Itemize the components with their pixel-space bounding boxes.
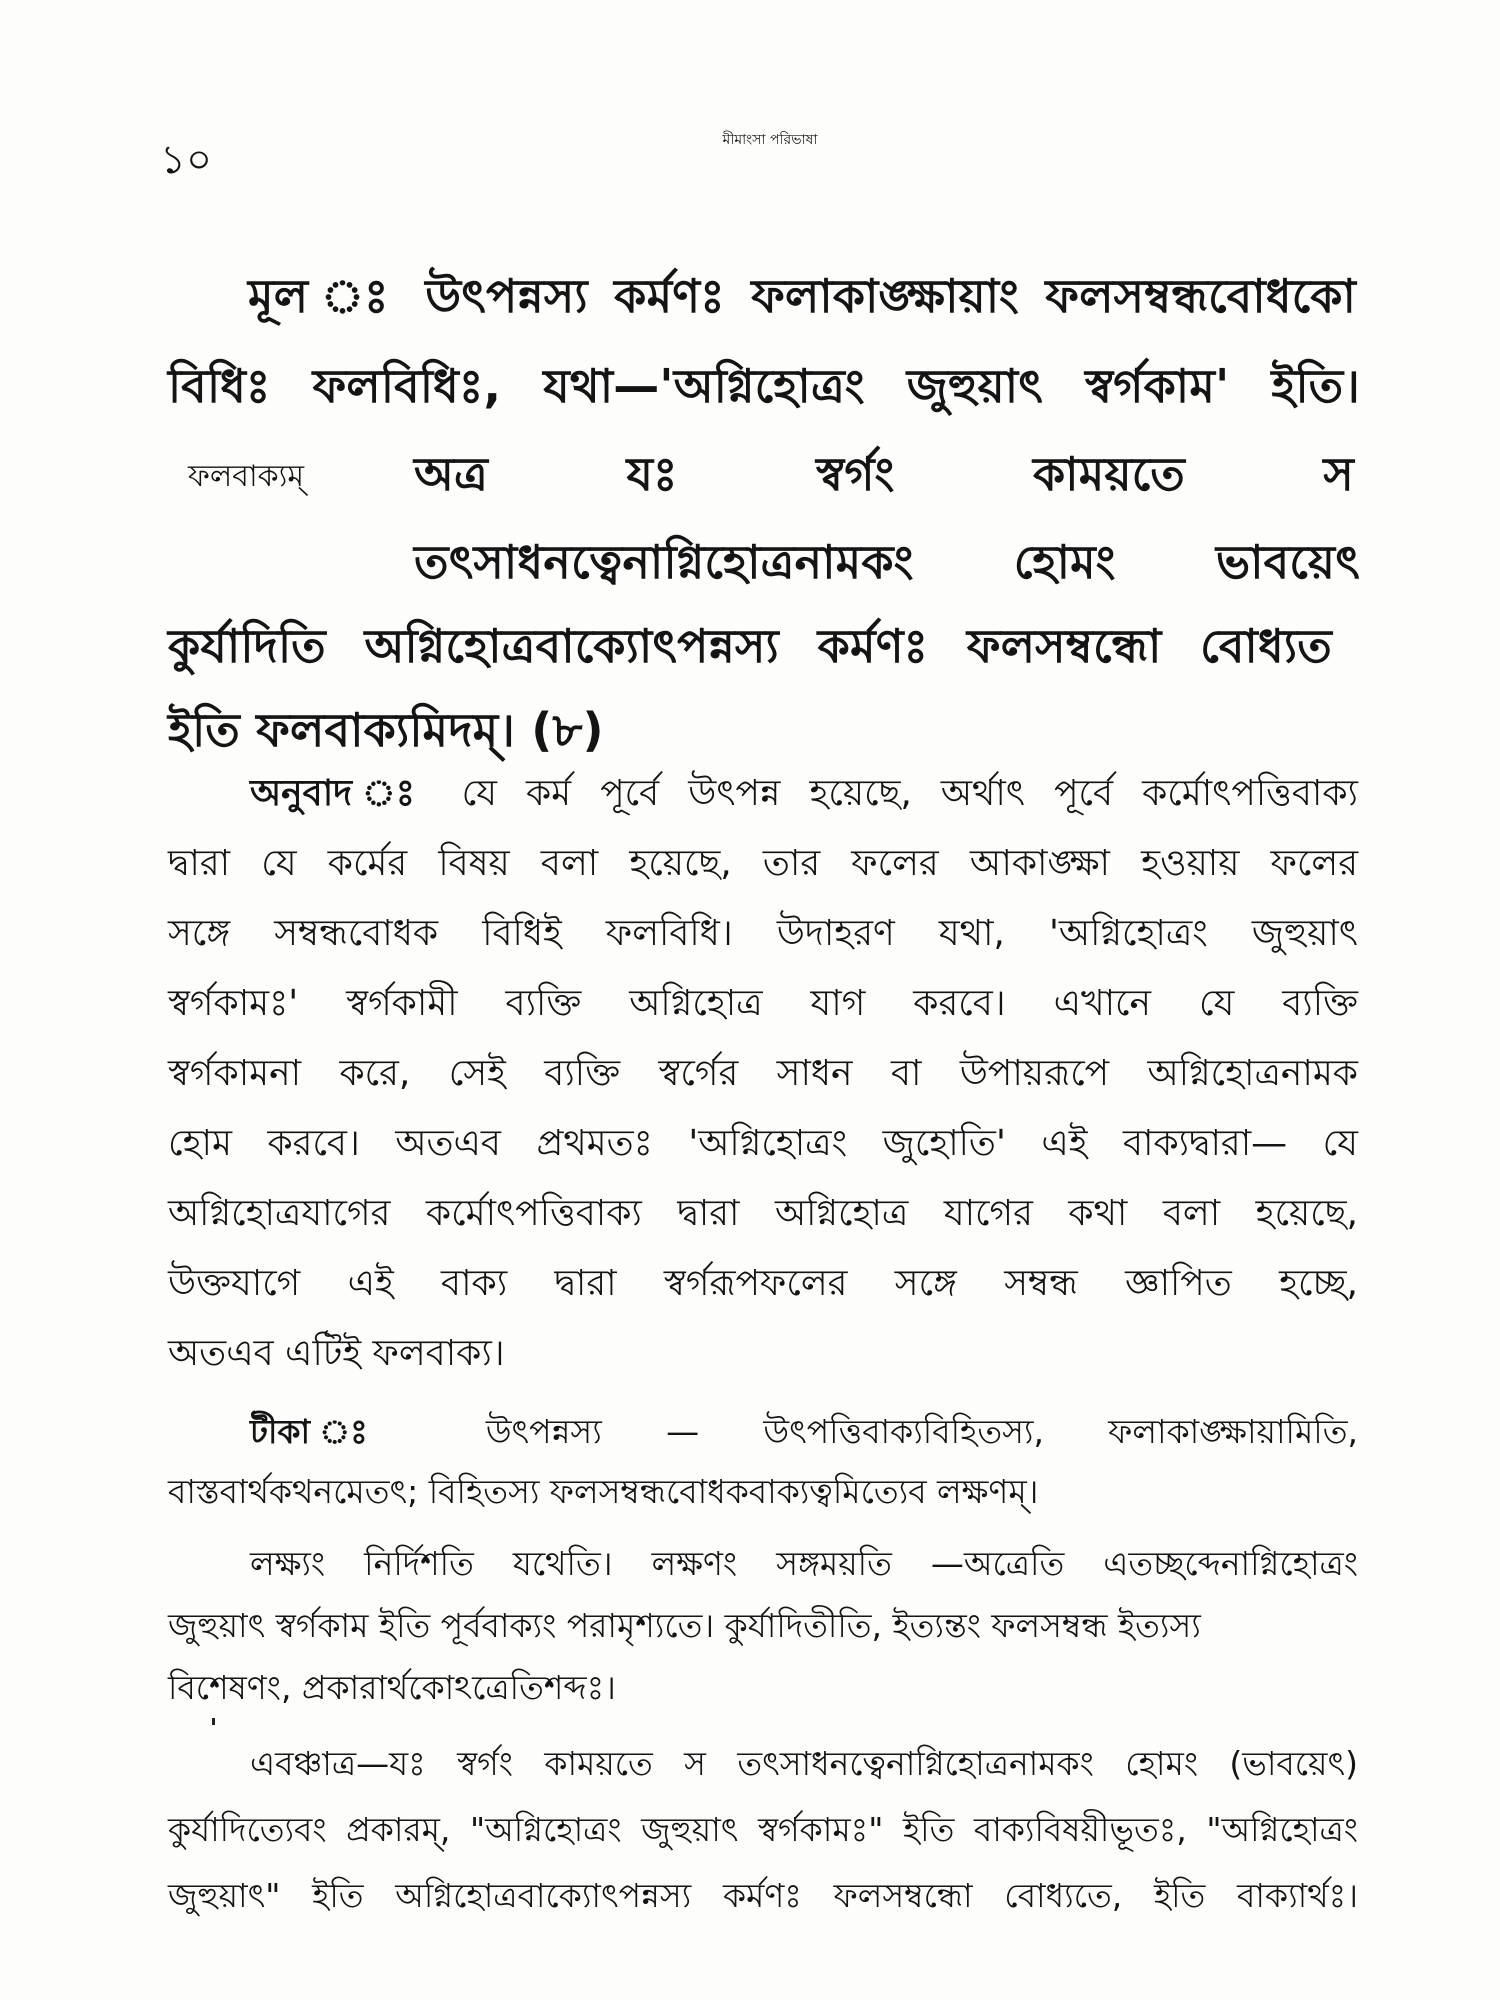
tika-line-4: জুহুয়াৎ স্বর্গকাম ইতি পূর্ববাক্যং পরামৃশ্যতে। কুর্যাদিতীতি, ইত্যন্তং ফলসম্বন্ধ ইত্যস্য xyxy=(168,1606,1201,1645)
anuvad-line-9: অতএব এটিই ফলবাক্য। xyxy=(168,1333,505,1374)
anuvad-text-1: যে কর্ম পূর্বে উৎপন্ন হয়েছে, অর্থাৎ পূর্বে কর্মোৎপত্তিবাক্য xyxy=(461,773,1358,814)
anuvad-line-2: দ্বারা যে কর্মের বিষয় বলা হয়েছে, তার ফলের আকাঙ্ক্ষা হওয়ায় ফলের xyxy=(168,843,1358,884)
sutra-line-5: কুর্যাদিতি অগ্নিহোত্রবাক্যোৎপন্নস্য কর্মণঃ ফলসম্বন্ধো বোধ্যত xyxy=(168,619,1332,673)
margin-note: ফলবাক্যম্ xyxy=(188,459,305,494)
anuvad-line-1 xyxy=(250,766,1358,826)
print-speck xyxy=(212,1718,215,1725)
tika-line-2: বাস্তবার্থকথনমেতৎ; বিহিতস্য ফলসম্বন্ধবোধকবাক্যত্বমিত্যেব লক্ষণম্। xyxy=(168,1472,1039,1511)
tika-line-1 xyxy=(250,1406,1358,1462)
anuvad-line-6: হোম করবে। অতএব প্রথমতঃ 'অগ্নিহোত্রং জুহোতি' এই বাক্যদ্বারা— যে xyxy=(168,1123,1358,1164)
anuvad-line-3: সঙ্গে সম্বন্ধবোধক বিধিই ফলবিধি। উদাহরণ যথা, 'অগ্নিহোত্রং জুহুয়াৎ xyxy=(168,913,1358,954)
page-number: ১০ xyxy=(160,137,212,183)
tika-line-8: জুহুয়াৎ" ইতি অগ্নিহোত্রবাক্যোৎপন্নস্য কর্মণঃ ফলসম্বন্ধো বোধ্যতে, ইতি বাক্যার্থঃ। xyxy=(168,1876,1358,1915)
sutra-line-3: অত্র যঃ স্বর্গং কাময়তে স xyxy=(414,447,1354,501)
running-title: মীমাংসা পরিভাষা xyxy=(722,132,818,148)
tika-line-6: এবঞ্চাত্র—যঃ স্বর্গং কাময়তে স তৎসাধনত্বেনাগ্নিহোত্রনামকং হোমং (ভাবয়েৎ) xyxy=(250,1744,1358,1783)
tika-line-5: বিশেষণং, প্রকারার্থকোঽত্রেতিশব্দঃ। xyxy=(168,1668,616,1707)
tika-line-7: কুর্যাদিত্যেবং প্রকারম্, "অগ্নিহোত্রং জুহুয়াৎ স্বর্গকামঃ" ইতি বাক্যবিষয়ীভূতঃ, "অগ্নিহোত্রং xyxy=(168,1810,1358,1849)
tika-line-3: লক্ষ্যং নির্দিশতি যথেতি। লক্ষণং সঙ্গময়তি —অত্রেতি এতচ্ছব্দেনাগ্নিহোত্রং xyxy=(250,1544,1358,1583)
anuvad-label: অনুবাদ ঃ xyxy=(250,773,433,814)
anuvad-line-4: স্বর্গকামঃ' স্বর্গকামী ব্যক্তি অগ্নিহোত্র যাগ করবে। এখানে যে ব্যক্তি xyxy=(168,983,1358,1024)
sutra-line-1: মূল ঃ উৎপন্নস্য কর্মণঃ ফলাকাঙ্ক্ষায়াং ফলসম্বন্ধবোধকো xyxy=(248,269,1356,323)
tika-text-1: উৎপন্নস্য — উৎপত্তিবাক্যবিহিতস্য, ফলাকাঙ্ক্ষায়ামিতি, xyxy=(485,1412,1358,1451)
anuvad-line-7: অগ্নিহোত্রযাগের কর্মোৎপত্তিবাক্য দ্বারা অগ্নিহোত্র যাগের কথা বলা হয়েছে, xyxy=(168,1193,1358,1234)
sutra-line-2: বিধিঃ ফলবিধিঃ, যথা—'অগ্নিহোত্রং জুহুয়াৎ স্বর্গকাম' ইতি। xyxy=(168,359,1360,413)
anuvad-line-8: উক্তযাগে এই বাক্য দ্বারা স্বর্গরূপফলের সঙ্গে সম্বন্ধ জ্ঞাপিত হচ্ছে, xyxy=(168,1263,1358,1304)
tika-label: টীকা ঃ xyxy=(250,1412,422,1451)
anuvad-line-5: স্বর্গকামনা করে, সেই ব্যক্তি স্বর্গের সাধন বা উপায়রূপে অগ্নিহোত্রনামক xyxy=(168,1053,1358,1094)
sutra-line-6: ইতি ফলবাক্যমিদম্। (৮) xyxy=(168,703,604,757)
sutra-line-4: তৎসাধনত্বেনাগ্নিহোত্রনামকং হোমং ভাবয়েৎ xyxy=(414,535,1360,589)
